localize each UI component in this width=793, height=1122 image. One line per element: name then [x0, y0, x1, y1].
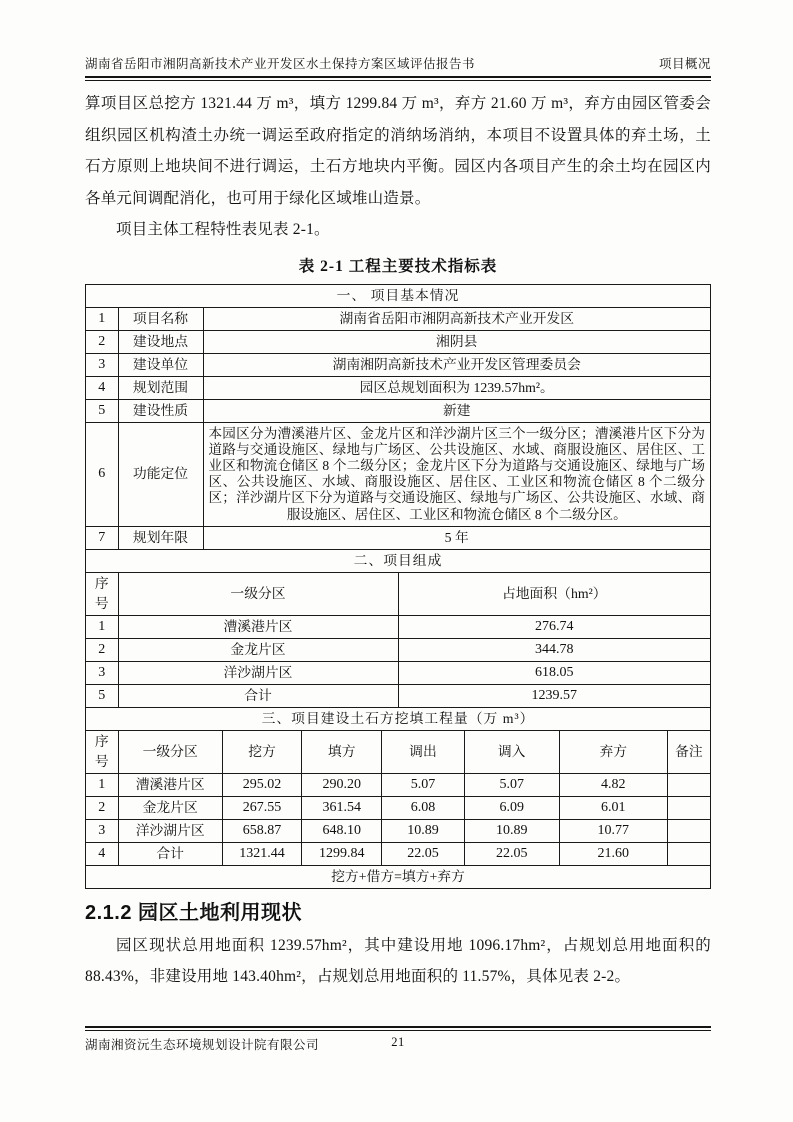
zone-area: 344.78 [398, 638, 711, 661]
header-rule [85, 76, 711, 81]
row-label: 功能定位 [118, 422, 203, 526]
document-body [85, 88, 711, 993]
row-value: 湖南湘阴高新技术产业开发区管理委员会 [203, 353, 711, 376]
row-index: 1 [86, 615, 119, 638]
section1-title: 一、 项目基本情况 [86, 284, 711, 307]
table-row [86, 615, 711, 638]
section2-title: 二、项目组成 [86, 549, 711, 572]
transfer-out-value: 10.89 [382, 819, 464, 842]
row-index: 4 [86, 842, 119, 865]
section3-title: 三、项目建设土石方挖填工程量（万 m³） [86, 707, 711, 730]
fill-value: 648.10 [302, 819, 382, 842]
row-label: 规划年限 [118, 526, 203, 549]
transfer-in-value: 5.07 [464, 773, 559, 796]
table-row [86, 684, 711, 707]
col-header: 弃方 [559, 730, 667, 773]
table-row [86, 526, 711, 549]
table-header-row [86, 730, 711, 773]
col-header: 一级分区 [118, 572, 398, 615]
zone-name: 合计 [118, 684, 398, 707]
table-row [86, 330, 711, 353]
table-section-title-row [86, 284, 711, 307]
row-label: 建设单位 [118, 353, 203, 376]
zone-name: 漕溪港片区 [118, 773, 222, 796]
table-earthwork-volumes [85, 707, 711, 889]
row-value-function-positioning: 本园区分为漕溪港片区、金龙片区和洋沙湖片区三个一级分区；漕溪港片区下分为道路与交通设施区、绿地与广场区、公共设施区、水域、商服设施区、居住区、工业区和物流仓储区 8 个二级分区；金龙片区下分为道路与交通设施区、绿地与广场区、公共设施区、水域、商服设施区、居住区、工业区和物流仓储区 8 个二级分区；洋沙湖片区下分为道路与交通设施区、绿地与广场区、公共设施区、水域、商服设施区、居住区、工业区和物流仓储区 8 个二级分区。 [203, 422, 711, 526]
row-index: 1 [86, 773, 119, 796]
table-row [86, 661, 711, 684]
table-row [86, 422, 711, 526]
row-index: 2 [86, 796, 119, 819]
col-header: 填方 [302, 730, 382, 773]
table-row [86, 773, 711, 796]
row-value: 新建 [203, 399, 711, 422]
fill-value: 290.20 [302, 773, 382, 796]
zone-name: 洋沙湖片区 [118, 819, 222, 842]
running-head-section: 项目概况 [658, 57, 711, 71]
col-header: 备注 [667, 730, 710, 773]
excavation-value: 1321.44 [222, 842, 301, 865]
zone-name: 合计 [118, 842, 222, 865]
fill-value: 361.54 [302, 796, 382, 819]
row-index: 1 [86, 307, 119, 330]
row-value: 湘阴县 [203, 330, 711, 353]
row-label: 建设地点 [118, 330, 203, 353]
table-row [86, 796, 711, 819]
row-index: 3 [86, 819, 119, 842]
table-row [86, 376, 711, 399]
transfer-in-value: 6.09 [464, 796, 559, 819]
col-header: 序号 [86, 572, 119, 615]
balance-formula-note: 挖方+借方=填方+弃方 [86, 865, 711, 888]
zone-name: 金龙片区 [118, 796, 222, 819]
fill-value: 1299.84 [302, 842, 382, 865]
col-header: 序号 [86, 730, 119, 773]
remark-cell [667, 796, 710, 819]
transfer-in-value: 22.05 [464, 842, 559, 865]
spoil-value: 4.82 [559, 773, 667, 796]
paragraph-land-use: 园区现状总用地面积 1239.57hm²，其中建设用地 1096.17hm²，占规划总用地面积的 88.43%，非建设用地 143.40hm²，占规划总用地面积的 11.57%，具体见表 2-2。 [85, 936, 711, 986]
row-label: 项目名称 [118, 307, 203, 330]
row-value: 湖南省岳阳市湘阴高新技术产业开发区 [203, 307, 711, 330]
spoil-value: 6.01 [559, 796, 667, 819]
transfer-out-value: 5.07 [382, 773, 464, 796]
zone-name: 漕溪港片区 [118, 615, 398, 638]
row-index: 5 [86, 684, 119, 707]
spoil-value: 10.77 [559, 819, 667, 842]
page-header [85, 54, 711, 81]
table-row [86, 865, 711, 888]
zone-name: 洋沙湖片区 [118, 661, 398, 684]
remark-cell [667, 773, 710, 796]
table-project-composition [85, 549, 711, 708]
zone-name: 金龙片区 [118, 638, 398, 661]
section-heading-2-1-2: 2.1.2 园区土地利用现状 [85, 901, 303, 924]
paragraph-table-reference: 项目主体工程特性表见表 2-1。 [116, 221, 330, 238]
table-row [86, 842, 711, 865]
footer-company: 湖南湘资沅生态环境规划设计院有限公司 [85, 1038, 320, 1052]
row-label: 建设性质 [118, 399, 203, 422]
col-header: 占地面积（hm²） [398, 572, 711, 615]
table-section-title-row [86, 707, 711, 730]
row-label: 规划范围 [118, 376, 203, 399]
col-header: 调出 [382, 730, 464, 773]
page-footer [85, 1026, 711, 1053]
row-value: 园区总规划面积为 1239.57hm²。 [203, 376, 711, 399]
excavation-value: 295.02 [222, 773, 301, 796]
row-index: 2 [86, 330, 119, 353]
table-row [86, 353, 711, 376]
col-header: 调入 [464, 730, 559, 773]
col-header: 一级分区 [118, 730, 222, 773]
row-index: 5 [86, 399, 119, 422]
row-index: 3 [86, 661, 119, 684]
table-row [86, 307, 711, 330]
row-index: 6 [86, 422, 119, 526]
table-section-title-row [86, 549, 711, 572]
excavation-value: 267.55 [222, 796, 301, 819]
row-index: 7 [86, 526, 119, 549]
zone-area: 618.05 [398, 661, 711, 684]
table-row [86, 399, 711, 422]
table-row [86, 638, 711, 661]
transfer-in-value: 10.89 [464, 819, 559, 842]
col-header: 挖方 [222, 730, 301, 773]
zone-area: 1239.57 [398, 684, 711, 707]
table-caption: 表 2-1 工程主要技术指标表 [298, 257, 498, 275]
transfer-out-value: 22.05 [382, 842, 464, 865]
remark-cell [667, 819, 710, 842]
row-index: 2 [86, 638, 119, 661]
table-header-row [86, 572, 711, 615]
excavation-value: 658.87 [222, 819, 301, 842]
transfer-out-value: 6.08 [382, 796, 464, 819]
spoil-value: 21.60 [559, 842, 667, 865]
table-basic-info [85, 284, 711, 550]
remark-cell [667, 842, 710, 865]
row-index: 4 [86, 376, 119, 399]
row-index: 3 [86, 353, 119, 376]
row-value: 5 年 [203, 526, 711, 549]
running-head-title: 湖南省岳阳市湘阴高新技术产业开发区水土保持方案区域评估报告书 [85, 57, 476, 71]
table-row [86, 819, 711, 842]
paragraph-earthwork: 算项目区总挖方 1321.44 万 m³，填方 1299.84 万 m³，弃方 21.60 万 m³，弃方由园区管委会组织园区机构渣土办统一调运至政府指定的消纳场消纳，本项目不设置具体的弃土场，土石方原则上地块间不进行调运，土石方地块内平衡。园区内各项目产生的余土均在园区内各单元间调配消化，也可用于绿化区域堆山造景。 [85, 95, 711, 207]
page-number: 21 [391, 1035, 405, 1049]
zone-area: 276.74 [398, 615, 711, 638]
